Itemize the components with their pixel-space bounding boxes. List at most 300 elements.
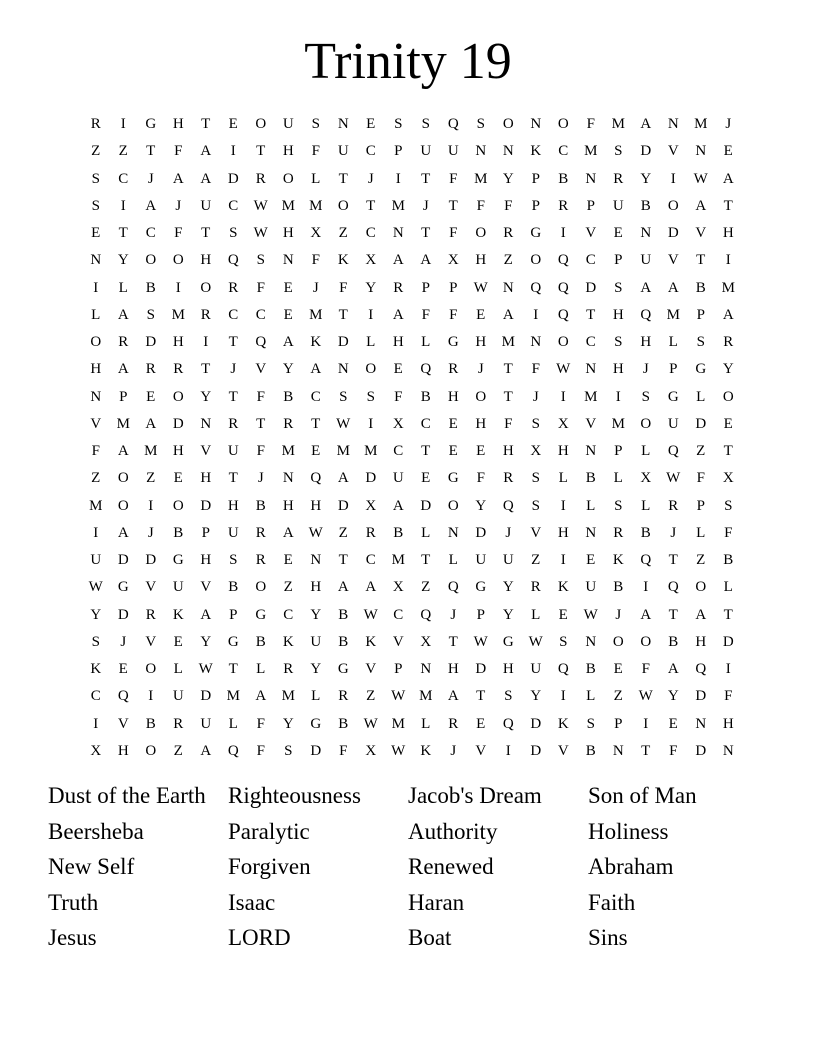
grid-letter: A [200, 742, 212, 759]
grid-letter: J [230, 361, 237, 378]
grid-letter: L [311, 170, 321, 187]
grid-letter: G [310, 715, 322, 732]
grid-letter: K [612, 552, 624, 568]
grid-letter: B [695, 279, 706, 296]
grid-letter: O [200, 279, 212, 296]
grid-letter: M [391, 197, 405, 214]
grid-row [82, 438, 742, 465]
grid-row [82, 166, 742, 193]
grid-letter: L [696, 524, 706, 541]
grid-letter: P [586, 197, 595, 214]
grid-letter: M [584, 388, 598, 405]
grid-letter: D [585, 279, 597, 296]
grid-letter: N [640, 225, 652, 241]
grid-letter: W [253, 197, 268, 214]
grid-letter: M [281, 688, 295, 705]
grid-letter: D [117, 606, 129, 623]
word-list-item: Boat [408, 925, 452, 951]
grid-letter: W [391, 688, 406, 705]
grid-letter: P [394, 143, 403, 160]
grid-letter: Q [420, 361, 432, 378]
grid-letter: O [502, 116, 514, 132]
grid-letter: F [256, 279, 265, 296]
grid-letter: A [282, 524, 294, 541]
grid-letter: F [696, 470, 705, 487]
grid-letter: P [201, 524, 210, 541]
grid-letter: V [667, 252, 679, 269]
grid-letter: J [175, 197, 182, 214]
grid-letter: I [368, 415, 374, 432]
grid-letter: U [475, 552, 487, 568]
grid-letter: J [505, 524, 512, 541]
grid-letter: L [641, 443, 651, 459]
grid-letter: R [228, 415, 239, 432]
word-list-item: Forgiven [228, 854, 311, 880]
grid-letter: R [173, 715, 184, 732]
grid-letter: E [146, 388, 156, 405]
grid-letter: F [724, 688, 733, 705]
grid-letter: A [420, 252, 432, 269]
grid-letter: T [338, 306, 348, 323]
grid-letter: C [420, 415, 431, 432]
word-list-item: Holiness [588, 818, 669, 844]
grid-letter: X [392, 415, 404, 432]
grid-letter: P [614, 252, 623, 269]
grid-letter: E [173, 633, 183, 650]
grid-letter: R [530, 579, 541, 596]
grid-letter: D [695, 415, 707, 432]
grid-letter: C [310, 388, 321, 405]
grid-letter: D [640, 143, 652, 160]
grid-letter: D [420, 497, 432, 514]
grid-letter: W [583, 606, 598, 623]
grid-letter: S [311, 116, 320, 132]
word-list-item: New Self [48, 854, 135, 880]
grid-letter: O [255, 116, 267, 132]
grid-letter: L [421, 715, 431, 732]
grid-letter: R [283, 661, 294, 677]
grid-letter: Y [502, 170, 514, 187]
grid-letter: I [615, 388, 621, 405]
word-list-item: Haran [408, 889, 465, 915]
grid-letter: D [530, 742, 542, 759]
grid-letter: E [91, 225, 101, 241]
grid-letter: I [203, 334, 209, 350]
grid-letter: D [722, 633, 734, 650]
grid-letter: J [450, 606, 457, 623]
grid-letter: T [668, 552, 678, 568]
grid-letter: J [147, 524, 154, 541]
grid-letter: O [365, 361, 377, 378]
grid-letter: L [421, 334, 431, 350]
grid-letter: A [640, 279, 652, 296]
grid-row [82, 574, 742, 601]
grid-letter: L [531, 606, 541, 623]
grid-letter: S [146, 306, 155, 323]
grid-letter: J [642, 361, 649, 378]
grid-letter: E [228, 116, 238, 132]
grid-row [82, 384, 742, 411]
grid-letter: N [722, 742, 734, 759]
grid-letter: S [531, 470, 540, 487]
grid-letter: Q [667, 443, 679, 459]
grid-letter: M [391, 552, 405, 568]
grid-letter: N [502, 279, 514, 296]
grid-row [82, 356, 742, 383]
grid-letter: F [174, 143, 183, 160]
grid-letter: O [447, 497, 459, 514]
grid-letter: U [337, 143, 349, 160]
grid-letter: D [337, 334, 349, 350]
grid-letter: Z [338, 524, 348, 541]
grid-row [82, 329, 742, 356]
grid-letter: W [363, 715, 378, 732]
grid-letter: F [476, 470, 485, 487]
grid-letter: G [255, 606, 267, 623]
grid-row [82, 465, 742, 492]
grid-letter: N [667, 116, 679, 132]
grid-letter: W [666, 470, 681, 487]
grid-letter: U [447, 143, 459, 160]
grid-letter: A [310, 361, 322, 378]
grid-letter: Q [117, 688, 129, 705]
grid-letter: E [476, 306, 486, 323]
grid-letter: A [667, 279, 679, 296]
grid-letter: R [365, 524, 376, 541]
grid-letter: S [504, 688, 513, 705]
grid-letter: J [615, 606, 622, 623]
grid-letter: N [585, 633, 597, 650]
grid-letter: C [283, 606, 294, 623]
grid-letter: A [392, 252, 404, 269]
grid-letter: X [447, 252, 459, 269]
grid-letter: O [667, 197, 679, 214]
grid-letter: I [560, 688, 566, 705]
grid-letter: O [640, 633, 652, 650]
word-list-item: Beersheba [48, 818, 144, 844]
grid-letter: H [502, 443, 514, 459]
grid-letter: E [613, 225, 623, 241]
grid-letter: Y [90, 606, 102, 623]
grid-letter: E [448, 443, 458, 459]
grid-letter: M [666, 306, 680, 323]
grid-letter: I [148, 497, 154, 514]
grid-letter: X [640, 470, 652, 487]
grid-letter: N [392, 225, 404, 241]
grid-letter: C [393, 443, 404, 459]
grid-letter: S [284, 742, 293, 759]
grid-letter: F [641, 661, 650, 677]
grid-row [82, 275, 742, 302]
grid-letter: S [614, 143, 623, 160]
word-list-item: Faith [588, 889, 636, 915]
grid-letter: T [448, 633, 458, 650]
grid-letter: Z [283, 579, 293, 596]
grid-letter: H [172, 443, 184, 459]
grid-letter: G [695, 361, 707, 378]
grid-letter: S [366, 388, 375, 405]
grid-letter: S [229, 552, 238, 568]
grid-row [82, 547, 742, 574]
grid-letter: O [282, 170, 294, 187]
grid-letter: G [447, 470, 459, 487]
grid-letter: T [201, 225, 211, 241]
grid-letter: M [721, 279, 735, 296]
grid-letter: A [392, 306, 404, 323]
grid-letter: A [337, 470, 349, 487]
grid-letter: W [336, 415, 351, 432]
grid-letter: U [585, 579, 597, 596]
grid-letter: R [613, 524, 624, 541]
grid-letter: S [229, 225, 238, 241]
grid-letter: D [200, 497, 212, 514]
grid-letter: Z [173, 742, 183, 759]
grid-letter: X [90, 742, 102, 759]
grid-letter: H [200, 252, 212, 269]
grid-letter: A [695, 606, 707, 623]
word-list [48, 778, 788, 956]
grid-letter: Y [502, 579, 514, 596]
grid-letter: H [172, 334, 184, 350]
grid-letter: C [585, 252, 596, 269]
word-list-item: Isaac [228, 889, 276, 915]
grid-letter: M [144, 443, 158, 459]
grid-letter: A [365, 579, 377, 596]
grid-letter: S [696, 334, 705, 350]
grid-letter: F [449, 306, 458, 323]
grid-letter: P [669, 361, 678, 378]
grid-letter: R [255, 552, 266, 568]
grid-letter: A [392, 497, 404, 514]
grid-letter: C [118, 170, 129, 187]
grid-letter: P [449, 279, 458, 296]
grid-letter: F [669, 742, 678, 759]
grid-letter: P [614, 715, 623, 732]
grid-letter: S [476, 116, 485, 132]
grid-letter: R [393, 279, 404, 296]
grid-letter: Z [118, 143, 128, 160]
grid-letter: F [91, 443, 100, 459]
grid-letter: K [337, 252, 349, 269]
grid-letter: X [365, 742, 377, 759]
grid-letter: E [118, 661, 128, 677]
grid-letter: S [559, 633, 568, 650]
grid-letter: B [585, 470, 596, 487]
grid-letter: M [336, 443, 350, 459]
grid-letter: Y [365, 279, 377, 296]
grid-letter: C [365, 143, 376, 160]
grid-letter: I [533, 306, 539, 323]
grid-letter: V [255, 361, 267, 378]
grid-letter: B [338, 633, 349, 650]
grid-letter: K [282, 633, 294, 650]
grid-letter: M [116, 415, 130, 432]
grid-letter: F [311, 252, 320, 269]
grid-letter: R [558, 197, 569, 214]
grid-letter: D [145, 334, 157, 350]
grid-letter: E [421, 470, 431, 487]
grid-letter: T [338, 170, 348, 187]
grid-row [82, 711, 742, 738]
grid-letter: M [419, 688, 433, 705]
grid-letter: F [311, 143, 320, 160]
grid-letter: B [585, 742, 596, 759]
grid-letter: Q [557, 306, 569, 323]
grid-letter: A [255, 688, 267, 705]
grid-letter: N [585, 361, 597, 378]
grid-letter: A [117, 524, 129, 541]
grid-letter: S [614, 334, 623, 350]
grid-letter: H [502, 661, 514, 677]
grid-letter: L [228, 715, 238, 732]
grid-letter: P [421, 279, 430, 296]
grid-letter: A [172, 170, 184, 187]
grid-row [82, 683, 742, 710]
grid-letter: W [308, 524, 323, 541]
grid-letter: M [89, 497, 103, 514]
grid-letter: F [449, 170, 458, 187]
grid-letter: Z [503, 252, 513, 269]
grid-letter: M [611, 116, 625, 132]
grid-letter: Y [502, 606, 514, 623]
grid-letter: N [585, 524, 597, 541]
grid-letter: U [172, 579, 184, 596]
grid-letter: M [611, 415, 625, 432]
grid-letter: Q [255, 334, 267, 350]
grid-letter: S [91, 197, 100, 214]
grid-letter: M [391, 715, 405, 732]
grid-letter: Z [696, 552, 706, 568]
grid-letter: Y [200, 388, 212, 405]
grid-letter: Z [338, 225, 348, 241]
grid-letter: Q [227, 742, 239, 759]
grid-letter: W [693, 170, 708, 187]
grid-letter: K [365, 633, 377, 650]
grid-letter: F [449, 225, 458, 241]
grid-letter: D [667, 225, 679, 241]
grid-letter: O [337, 197, 349, 214]
grid-letter: R [145, 361, 156, 378]
grid-letter: F [531, 361, 540, 378]
grid-letter: T [668, 606, 678, 623]
grid-letter: T [723, 197, 733, 214]
grid-letter: F [339, 742, 348, 759]
grid-letter: H [447, 388, 459, 405]
grid-letter: R [228, 279, 239, 296]
grid-letter: G [337, 661, 349, 677]
grid-letter: S [394, 116, 403, 132]
grid-letter: B [338, 715, 349, 732]
grid-letter: A [337, 579, 349, 596]
grid-letter: Z [146, 470, 156, 487]
grid-letter: D [310, 742, 322, 759]
grid-letter: M [309, 306, 323, 323]
grid-letter: A [145, 197, 157, 214]
grid-letter: O [475, 225, 487, 241]
grid-letter: H [282, 225, 294, 241]
grid-letter: T [503, 388, 513, 405]
grid-letter: I [230, 143, 236, 160]
grid-letter: G [227, 633, 239, 650]
grid-letter: L [118, 279, 128, 296]
grid-letter: D [475, 524, 487, 541]
grid-letter: R [448, 361, 459, 378]
word-list-item: Authority [408, 818, 498, 844]
grid-letter: D [200, 688, 212, 705]
grid-letter: A [640, 116, 652, 132]
grid-letter: T [118, 225, 128, 241]
grid-letter: I [93, 715, 99, 732]
grid-letter: O [722, 388, 734, 405]
grid-letter: V [200, 579, 212, 596]
grid-letter: H [310, 579, 322, 596]
grid-letter: H [200, 470, 212, 487]
grid-letter: I [560, 388, 566, 405]
grid-letter: U [640, 252, 652, 269]
grid-letter: B [640, 524, 651, 541]
grid-letter: H [310, 497, 322, 514]
grid-letter: B [640, 197, 651, 214]
grid-letter: L [448, 552, 458, 568]
grid-letter: T [641, 742, 651, 759]
grid-row [82, 138, 742, 165]
grid-letter: Z [91, 143, 101, 160]
grid-letter: E [476, 715, 486, 732]
grid-row [82, 520, 742, 547]
grid-letter: V [90, 415, 102, 432]
grid-letter: I [175, 279, 181, 296]
grid-letter: E [723, 415, 733, 432]
grid-letter: X [557, 415, 569, 432]
grid-letter: I [643, 715, 649, 732]
grid-letter: T [228, 661, 238, 677]
grid-letter: H [557, 524, 569, 541]
grid-letter: W [88, 579, 103, 596]
grid-letter: T [228, 388, 238, 405]
grid-letter: H [612, 361, 624, 378]
grid-letter: Q [557, 252, 569, 269]
grid-letter: A [117, 443, 129, 459]
grid-letter: U [172, 688, 184, 705]
grid-letter: X [365, 497, 377, 514]
grid-letter: E [613, 661, 623, 677]
grid-letter: X [310, 225, 322, 241]
grid-letter: V [145, 579, 157, 596]
grid-letter: E [586, 552, 596, 568]
grid-letter: P [119, 388, 128, 405]
grid-letter: B [723, 552, 734, 568]
grid-letter: L [558, 470, 568, 487]
grid-letter: X [365, 252, 377, 269]
grid-row [82, 656, 742, 683]
grid-letter: D [475, 661, 487, 677]
grid-letter: B [173, 524, 184, 541]
grid-letter: S [614, 279, 623, 296]
grid-letter: T [476, 688, 486, 705]
grid-letter: E [366, 116, 376, 132]
grid-letter: R [283, 415, 294, 432]
grid-letter: Q [557, 279, 569, 296]
grid-letter: H [640, 334, 652, 350]
grid-letter: J [422, 197, 429, 214]
grid-row [82, 493, 742, 520]
grid-letter: D [530, 715, 542, 732]
grid-letter: O [172, 497, 184, 514]
grid-letter: T [421, 225, 431, 241]
grid-letter: Y [117, 252, 129, 269]
grid-letter: I [120, 197, 126, 214]
grid-letter: F [256, 443, 265, 459]
